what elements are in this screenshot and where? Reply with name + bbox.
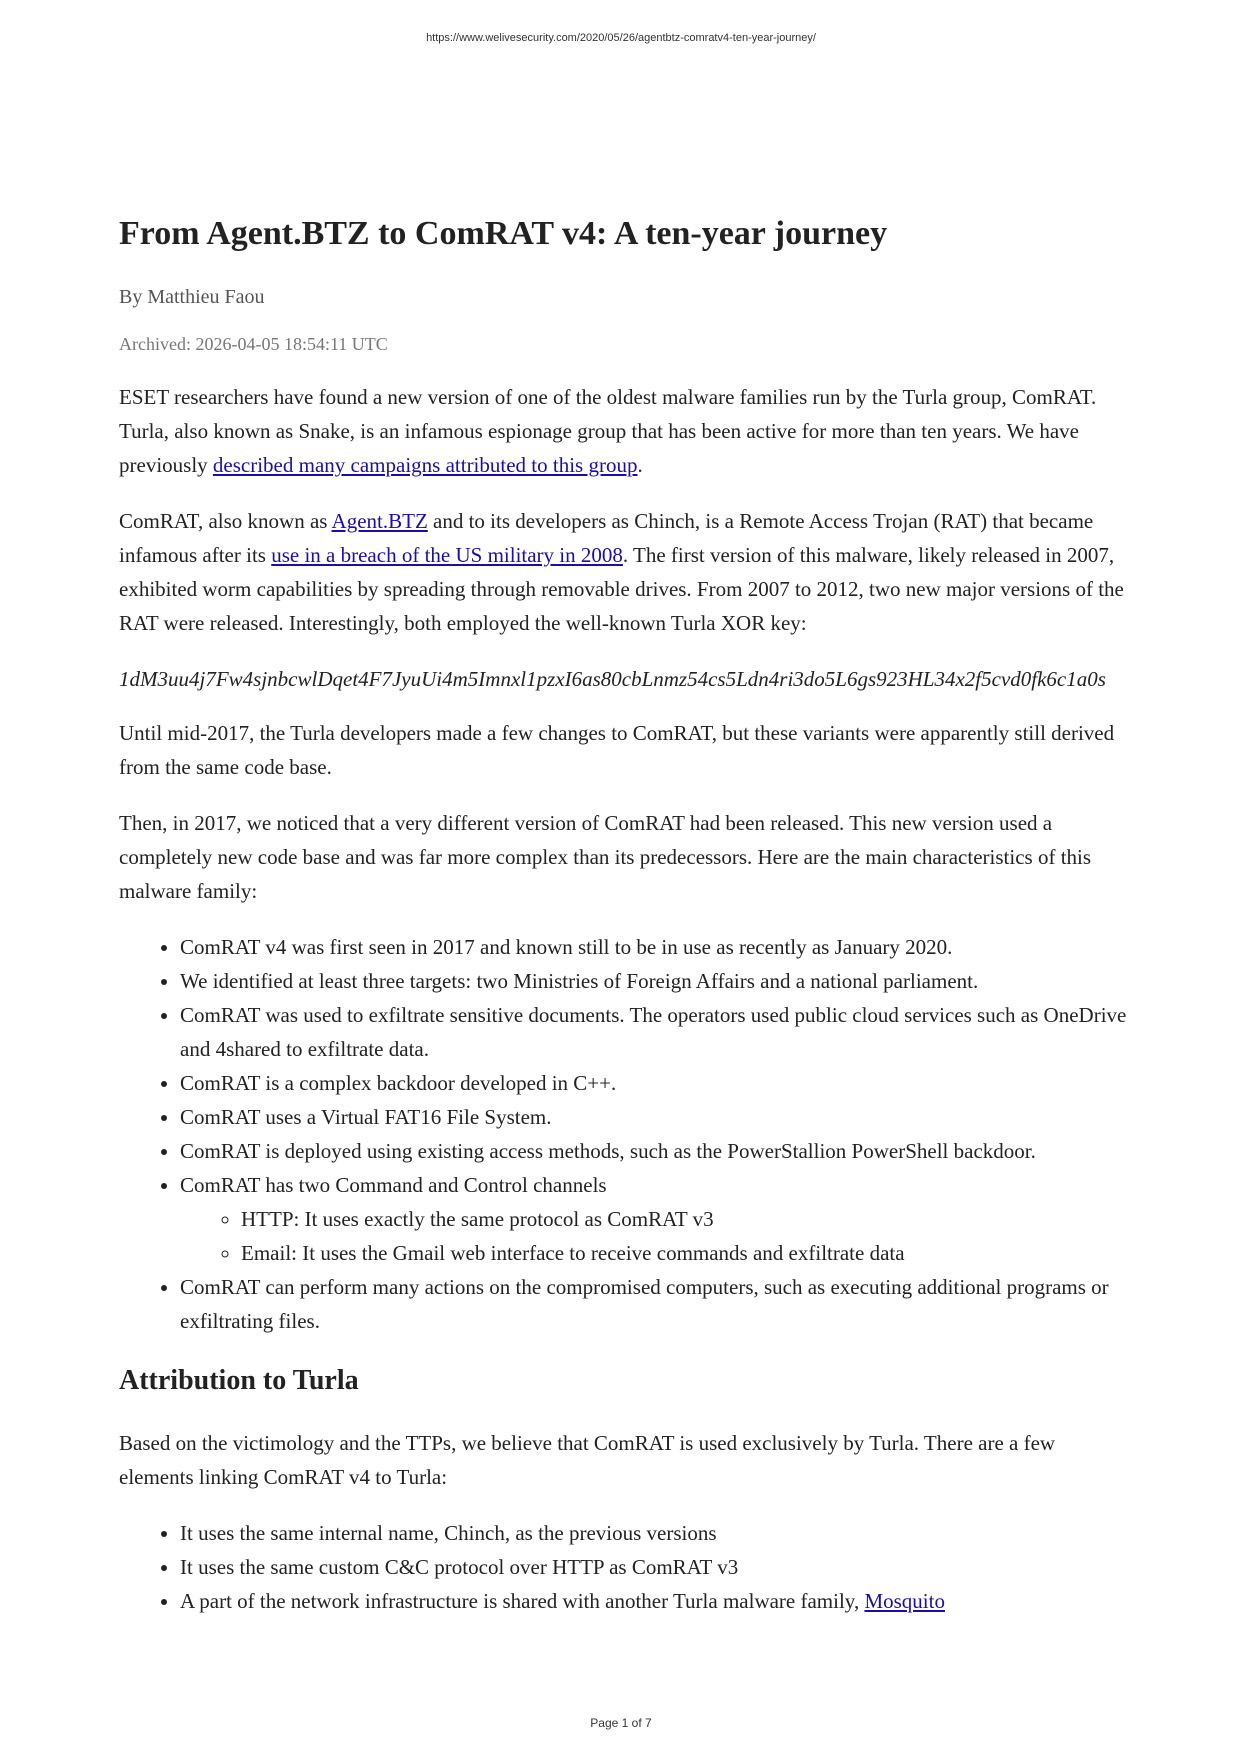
new-version-paragraph: Then, in 2017, we noticed that a very different version of ComRAT had been released. This new version used a completely new code base and was far more complex than its predecessors. Here are the main characteristics of this malware family: [119,811,1092,903]
channels-sublist [180,1202,1131,1270]
page-url-header: https://www.welivesecurity.com/2020/05/26/agentbtz-comratv4-ten-year-journey/ [426,32,816,44]
archived-timestamp: Archived: 2026-04-05 18:54:11 UTC [119,334,388,354]
characteristics-list [119,930,1131,1338]
history-text-2: and to its developers as Chinch, is a Remote Access Trojan (RAT) that became infamous after its [119,509,1094,567]
list-item: • ComRAT uses a Virtual FAT16 File System. [180,1100,1131,1134]
list-item: • ComRAT was used to exfiltrate sensitive documents. The operators used public cloud services such as OneDrive and 4shared to exfiltrate data. [180,998,1131,1066]
xor-key: 1dM3uu4j7Fw4sjnbcwlDqet4F7JyuUi4m5Imnxl1pzxI6as80cbLnmz54cs5Ldn4ri3do5L6gs923HL34x2f5cvd0fk6c1a0s [119,667,1106,691]
intro-text: ESET researchers have found a new version of one of the oldest malware families run by the Turla group, ComRAT. Turla, also known as Snake, is an infamous espionage group that has been active for more than ten years. We have previously [119,385,1097,477]
list-item [180,1584,1131,1618]
attribution-list [119,1516,1131,1618]
history-text: ComRAT, also known as [119,509,332,533]
article [119,211,1131,1640]
attribution-paragraph: Based on the victimology and the TTPs, we believe that ComRAT is used exclusively by Turla. There are a few elements linking ComRAT v4 to Turla: [119,1431,1056,1489]
mosquito-link[interactable]: Mosquito [864,1589,945,1613]
history-paragraph [119,504,1131,640]
mid-2017-paragraph: Until mid-2017, the Turla developers made a few changes to ComRAT, but these variants were apparently still derived from the same code base. [119,721,1115,779]
author-byline: By Matthieu Faou [119,286,265,308]
list-item: • ComRAT can perform many actions on the compromised computers, such as executing additional programs or exfiltrating files. [180,1270,1131,1338]
article-title: From Agent.BTZ to ComRAT v4: A ten-year journey [119,215,888,252]
list-item-text: ComRAT has two Command and Control channels [180,1173,607,1197]
history-text-3: . The first version of this malware, likely released in 2007, exhibited worm capabilities by spreading through removable drives. From 2007 to 2012, two new major versions of the RAT were released. Interestingly, both employed the well-known Turla XOR key: [119,543,1124,635]
agent-btz-link[interactable]: Agent.BTZ [331,509,428,533]
list-item: • We identified at least three targets: two Ministries of Foreign Affairs and a national parliament. [180,964,1131,998]
page-number: Page 1 of 7 [590,1716,652,1730]
intro-text-end: . [637,453,643,477]
intro-paragraph [119,380,1131,482]
list-item: • ComRAT is deployed using existing access methods, such as the PowerStallion PowerShell backdoor. [180,1134,1131,1168]
list-item: • ComRAT v4 was first seen in 2017 and known still to be in use as recently as January 2020. [180,930,1131,964]
list-item-text: A part of the network infrastructure is shared with another Turla malware family, [180,1589,865,1613]
list-item: • It uses the same custom C&C protocol over HTTP as ComRAT v3 [180,1550,1131,1584]
list-item: • ComRAT is a complex backdoor developed in C++. [180,1066,1131,1100]
campaigns-link[interactable]: described many campaigns attributed to this group [212,453,638,477]
list-item: • It uses the same internal name, Chinch, as the previous versions [180,1516,1131,1550]
sub-list-item: ◦ HTTP: It uses exactly the same protocol as ComRAT v3 [241,1202,1131,1236]
sub-list-item: ◦ Email: It uses the Gmail web interface to receive commands and exfiltrate data [241,1236,1131,1270]
list-item [180,1168,1131,1270]
us-military-breach-link[interactable]: use in a breach of the US military in 2008 [271,543,623,567]
attribution-heading: Attribution to Turla [119,1365,359,1396]
